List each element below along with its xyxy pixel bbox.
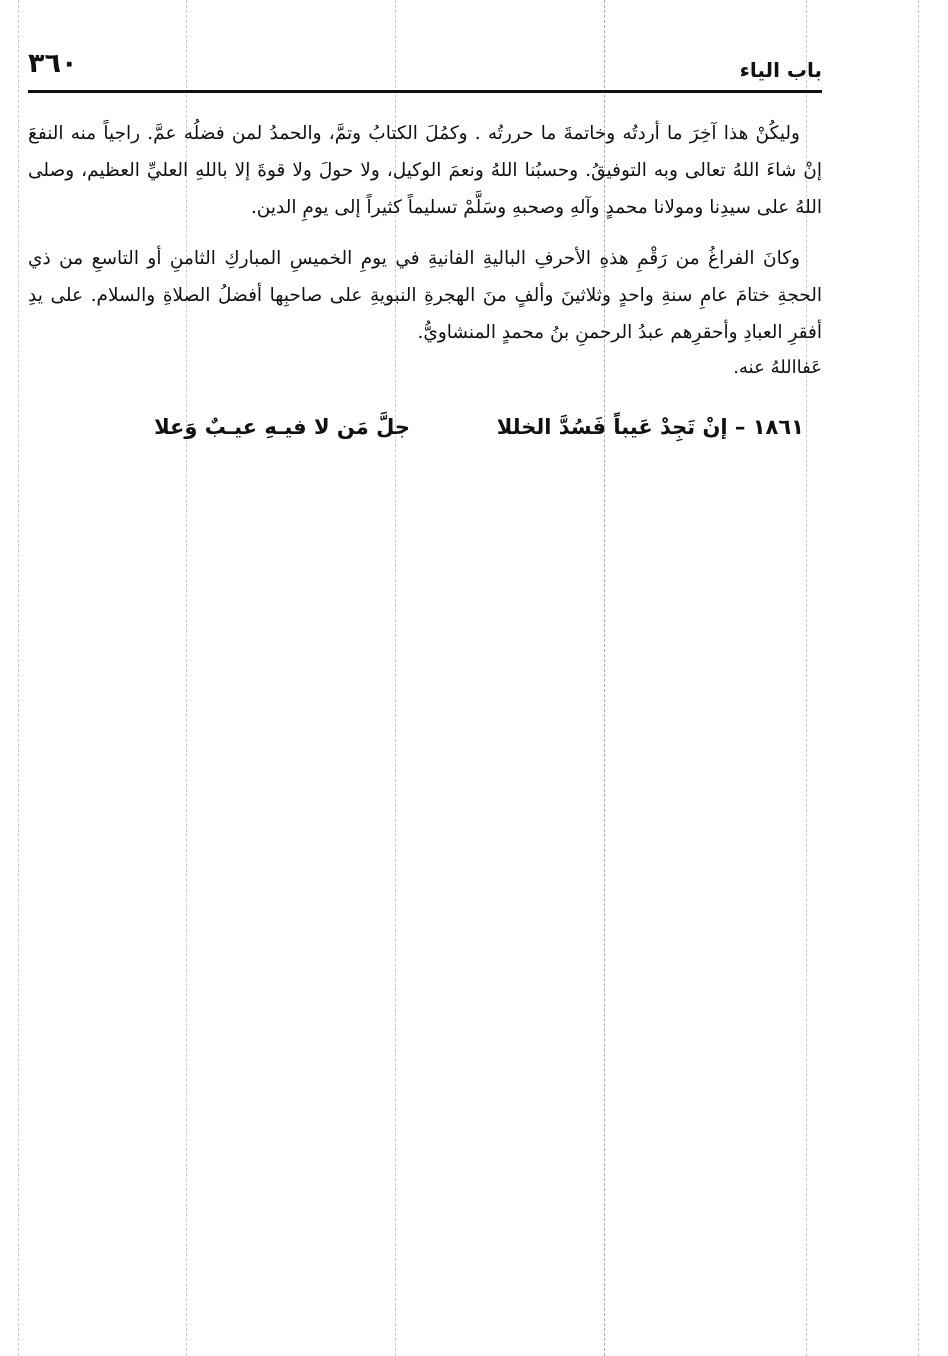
sign-off: عَفااللهُ عنه. [733, 357, 822, 378]
paragraph-colophon: وكانَ الفراغُ من رَقْمِ هذهِ الأحرفِ الباليةِ الفانيةِ في يومِ الخميسِ المباركِ الثامنِ أو التاسعِ من ذي الحجةِ ختامَ عامِ سنةِ واحدٍ وثلاثينَ وألفٍ منَ الهجرةِ النبويةِ على صاحبِها أفضلُ الصلاةِ والسلام. على يدِ أفقرِ العبادِ وأحقرِهم عبدُ الرحمنِ بنُ محمدٍ المنشاويُّ. [28, 248, 822, 343]
verse-second-hemistich: جلَّ مَن لا فيـهِ عيـبٌ وَعلا [154, 415, 410, 439]
body-text [28, 115, 822, 383]
page-number: ٣٦٠ [28, 48, 78, 79]
verse-line [28, 411, 822, 453]
chapter-title: باب الياء [739, 58, 822, 82]
verse-first-hemistich: ١٨٦١ – إنْ تَجِدْ عَيباً فَسُدَّ الخللا [496, 415, 804, 439]
scan-grid-line [918, 0, 919, 1356]
paragraph-closing: وليكُنْ هذا آخِرَ ما أردتُه وخاتمةَ ما حررتُه . وكمُلَ الكتابُ وتمَّ، والحمدُ لمن فضلُه عمَّ. راجياً منه النفعَ إنْ شاءَ اللهُ تعالى وبه التوفيقُ. وحسبُنا اللهُ ونعمَ الوكيل، ولا حولَ ولا قوةَ إلا باللهِ العليِّ العظيم، وصلى اللهُ على سيدِنا ومولانا محمدٍ وآلهِ وصحبهِ وسَلَّمْ تسليماً كثيراً إلى يومِ الدين. [28, 123, 822, 218]
book-page [28, 40, 822, 453]
scan-grid-line [18, 0, 19, 1356]
page-header [28, 40, 822, 93]
